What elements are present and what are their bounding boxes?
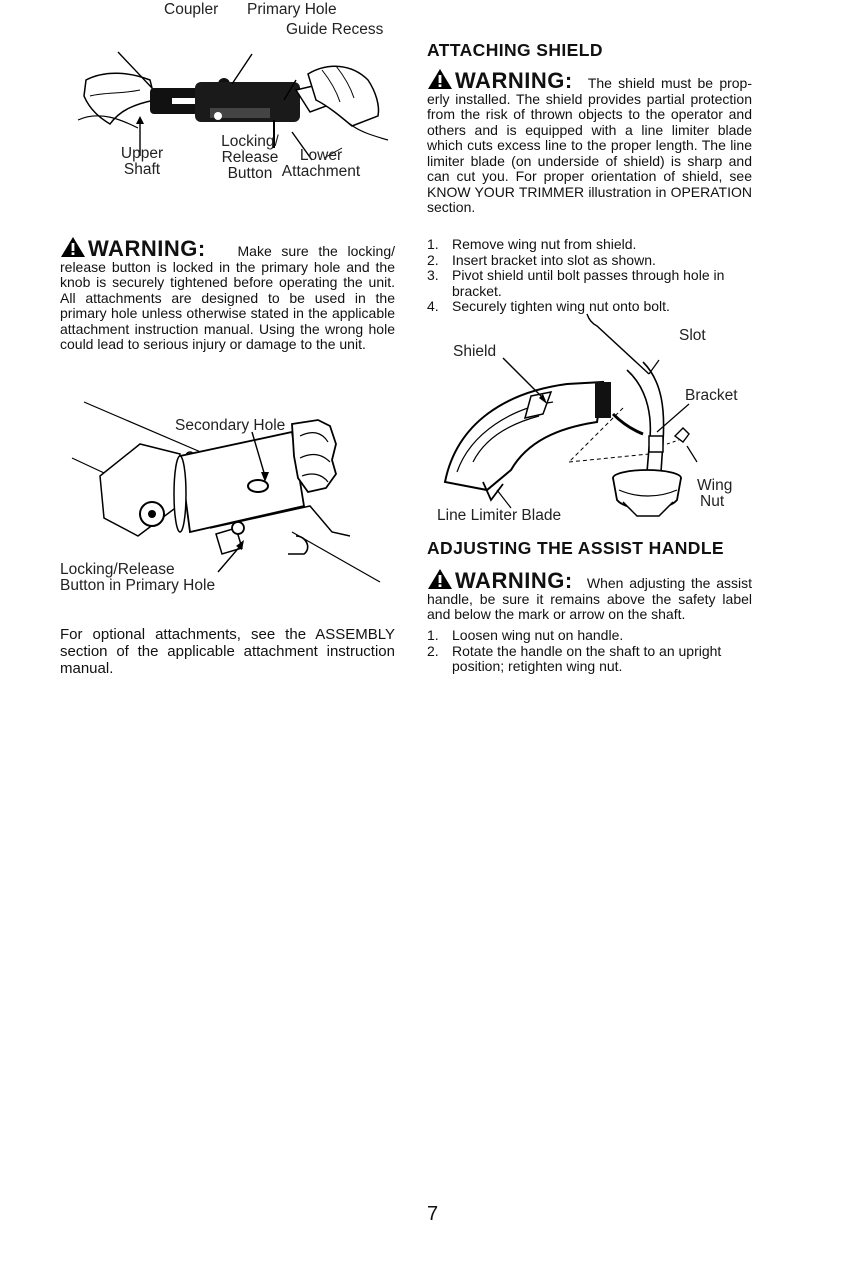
label-primary-hole: Primary Hole [247,1,337,18]
label-bracket: Bracket [685,387,738,404]
list-item: 4. Securely tighten wing nut onto bolt. [427,298,670,314]
warning-assist-handle [427,568,752,623]
warning-body: handle, be sure it remains above the safety label and below the mark or arrow on the shaft. [427,590,752,622]
label-coupler: Coupler [164,1,219,18]
coupler-illustration [60,1,395,200]
label-secondary-hole: Secondary Hole [175,417,286,434]
assist-handle-steps-list [427,628,752,675]
assist-handle-title: ADJUSTING THE ASSIST HANDLE [427,538,724,558]
warning-triangle-icon [60,236,86,258]
list-item: 2. Insert bracket into slot as shown. [427,251,656,268]
label-upper-shaft: Upper Shaft [120,145,164,178]
list-item: 1. Loosen wing nut on handle. [427,627,624,643]
shield-illustration [427,312,752,527]
attaching-shield-title: ATTACHING SHIELD [427,40,603,60]
warning-locking-release [60,236,395,353]
warning-triangle-icon [427,568,453,590]
page-number: 7 [426,1203,439,1225]
label-locking-release-primary: Locking/Release Button in Primary Hole [60,561,216,594]
warning-lead: The shield must be prop- [587,75,752,91]
list-item: 2. Rotate the handle on the shaft to an upright position; retighten wing nut. [427,642,722,674]
label-locking-release-button: Locking/ Release Button [221,133,279,182]
list-item: 3. Pivot shield until bolt passes through hole in bracket. [427,267,725,299]
warning-heading: WARNING: [427,568,581,593]
warning-lead: Make sure the locking/ [237,243,395,259]
label-wing-nut: Wing Nut [697,477,733,510]
secondary-hole-illustration [60,396,395,596]
list-item: 1. Remove wing nut from shield. [427,236,637,252]
label-slot: Slot [679,327,706,344]
warning-body: erly installed. The shield provides partial protection from the risk of thrown objects to the operator and others and is equipped with a line limiter blade which cuts excess line to the proper length. The line limiter blade (on underside of shield) is sharp and can cut you. For proper orientation of shield, see KNOW YOUR TRIMMER illustration in OPERATION section. [427,90,752,215]
label-lower-attachment: Lower Attachment [281,147,361,180]
warning-heading: WARNING: [60,236,218,261]
optional-attachments-text: For optional attachments, see the ASSEMBLY section of the applicable attachment instruction manual. [60,626,395,677]
warning-body: release button is locked in the primary hole and the knob is securely tightened before operating the unit. All attachments are designed to be used in the primary hole unless otherwise stated in the applicable attachment instruction manual. Using the wrong hole could lead to serious injury or damage to the unit. [60,258,395,352]
label-shield: Shield [453,343,497,360]
warning-lead: When adjusting the assist [586,575,752,591]
warning-heading: WARNING: [427,68,582,93]
warning-triangle-icon [427,68,453,90]
label-line-limiter-blade: Line Limiter Blade [437,507,562,524]
shield-steps-list [427,237,752,315]
label-guide-recess: Guide Recess [286,21,384,38]
warning-shield [427,68,752,216]
